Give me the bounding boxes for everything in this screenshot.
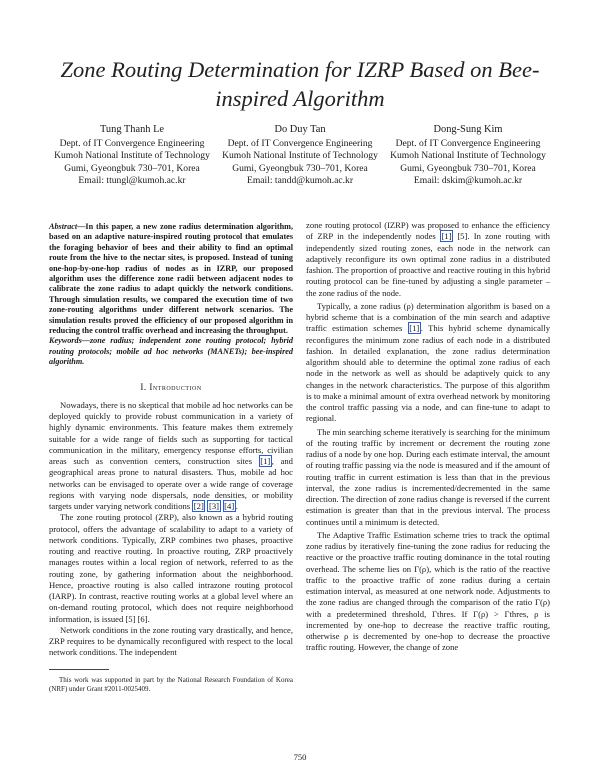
citation-link[interactable]: [1] bbox=[260, 456, 271, 467]
text-run: . This hybrid scheme dynamically reconfigures the minimum zone radius of each node in a distributed fashion. In detailed explanation, the zone radius determination algorithm should able to determine the optimal zone radius of each node in the network as well as should be adaptively quick to any changes in the network characteristics. The purpose of this algorithm is to make a minimal amount of extra overhead network by monitoring the control traffic passing via a node, and can fine-tune to adapt to regional. bbox=[306, 323, 550, 424]
right-paragraph-2 bbox=[306, 301, 550, 425]
footnote: This work was supported in part by the National Research Foundation of Korea (NRF) under Grant #2011-0025409. bbox=[49, 675, 293, 693]
author-address: Gumi, Gyeongbuk 730–701, Korea bbox=[400, 162, 536, 174]
keywords-lead: Keywords bbox=[49, 336, 82, 346]
intro-paragraph-2: The zone routing protocol (ZRP), also known as a hybrid routing protocol, offers the advantage of scalability to adapt to a variety of network conditions. Typically, ZRP combines two phases, proactive routing and reactive routing. In proactive routing, ZRP proactively manages routes within a local region of network, referred to as the routing zone, by gathering information about the neighborhood. Hence, proactive routing is also called intrazone routing protocol (IARP). In contrast, reactive routing works at a global level where an on-demand routing protocol, which does not require neighborhood information, is issued [5] [6]. bbox=[49, 512, 293, 624]
text-run: [5]. In zone routing with independently sized routing zones, each node in the network can adaptively reconfigure its own optimal zone radius in a distributed fashion. The proportion of proactive and reactive routing in this hybrid routing protocol can be fine-tuned by adjusting a single parameter – the zone radius of the node. bbox=[306, 231, 550, 298]
right-paragraph-1 bbox=[306, 220, 550, 299]
right-column bbox=[306, 220, 550, 656]
citation-link[interactable]: [4] bbox=[224, 501, 235, 512]
text-run: Nowadays, there is no skeptical that mobile ad hoc networks can be deployed quickly to provide robust communication in a variety of highly dynamic environments. This feature makes them extremely suitable for a wide range of fields such as supporting for tactical communication in the military, emergency response efforts, civilian areas such as convention centers, construction sites bbox=[49, 399, 293, 467]
abstract bbox=[49, 222, 293, 336]
intro-paragraph-1 bbox=[49, 400, 293, 513]
author-1 bbox=[48, 124, 216, 188]
text-run: Typically, a zone radius (ρ) determination algorithm is based on a hybrid scheme that is a combination of the min search and adaptive traffic estimation schemes bbox=[306, 300, 550, 334]
citation-link[interactable]: [2] bbox=[193, 501, 204, 512]
keywords bbox=[49, 336, 293, 367]
abstract-text: —In this paper, a new zone radius determination algorithm, based on an adaptive nature-inspired routing protocol that emulates the foraging behavior of bees and their ability to find an optimal route from the hive to the nectar sites, is proposed. Instead of tuning one-hop-by-one-hop radius of nodes as in IZRP, our proposed algorithm uses the difference zone radii between adjacent nodes to calibrate the zone radius to adapt quickly the network conditions. Through simulation results, we compared the execution time of two zone-routing algorithms under different network scenarios. The simulation results proved the efficiency of our proposed algorithm in reducing the control traffic overhead and increasing the throughput. bbox=[49, 222, 293, 336]
text-run: zone routing protocol (IZRP) was proposed to enhance the efficiency of ZRP in the independently nodes bbox=[306, 220, 550, 242]
citation-link[interactable]: [3] bbox=[208, 501, 219, 512]
text-run: . bbox=[235, 501, 238, 512]
author-email[interactable]: Email: tandd@kumoh.ac.kr bbox=[246, 175, 354, 187]
page-number: 750 bbox=[293, 752, 307, 762]
paper-title: Zone Routing Determination for IZRP Based on Bee-inspired Algorithm bbox=[60, 57, 540, 111]
author-address: Gumi, Gyeongbuk 730–701, Korea bbox=[232, 162, 368, 174]
author-2 bbox=[216, 124, 384, 188]
left-column bbox=[49, 222, 293, 694]
author-institute: Kumoh National Institute of Technology bbox=[54, 150, 210, 162]
abstract-lead: Abstract bbox=[49, 222, 78, 231]
author-email[interactable]: Email: ttungl@kumoh.ac.kr bbox=[78, 175, 186, 187]
intro-paragraph-3: Network conditions in the zone routing vary drastically, and hence, ZRP requires to be dynamically reconfigured with respect to the local network conditions. The independent bbox=[49, 624, 293, 658]
author-name: Tung Thanh Le bbox=[99, 124, 165, 135]
right-paragraph-4: The Adaptive Traffic Estimation scheme tries to track the optimal zone radius by iteratively fine-tuning the zone radius for reducing the reactive or the proactive traffic routing dominance in the total routing overhead. The scheme lies on Γ(ρ), which is the ratio of the reactive traffic to the proactive traffic of zone radius during a certain estimation interval, as measured at one network node. Adjustments to the zone radius are changed through the comparison of the ratio Γ(ρ) with a predetermined threshold, Γthres. If Γ(ρ) > Γthres, ρ is incremented by one-hop to decrease the reactive traffic routing, otherwise ρ is decremented by one-hop to decrease the proactive traffic routing. However, the change of zone bbox=[306, 529, 550, 653]
author-3 bbox=[384, 124, 552, 188]
author-name: Do Duy Tan bbox=[274, 124, 326, 135]
author-block bbox=[48, 124, 552, 188]
citation-link[interactable]: [1] bbox=[441, 231, 452, 242]
section-heading: I. Introduction bbox=[140, 381, 202, 392]
footnote-divider bbox=[49, 669, 109, 670]
keywords-text: —zone radius; independent zone routing protocol; hybrid routing protocols; mobile ad hoc networks (MANETs); bee-inspired algorithm. bbox=[49, 336, 293, 367]
author-address: Gumi, Gyeongbuk 730–701, Korea bbox=[64, 162, 200, 174]
author-dept: Dept. of IT Convergence Engineering bbox=[395, 137, 541, 149]
author-email[interactable]: Email: dskim@kumoh.ac.kr bbox=[413, 175, 523, 187]
citation-link[interactable]: [1] bbox=[409, 323, 420, 334]
text-run: , and geographical areas prone to natural disasters. Thus, mobile ad hoc networks can be envisaged to operate over a wide range of coverage regions with varying node dispersals, node densities, or mobility targets under varying network conditions bbox=[49, 456, 293, 512]
author-institute: Kumoh National Institute of Technology bbox=[222, 150, 378, 162]
author-institute: Kumoh National Institute of Technology bbox=[390, 150, 546, 162]
right-paragraph-3: The min searching scheme iteratively is searching for the minimum of the routing traffic by increment or decrement the routing zone radius of a node by one hop. During each estimate interval, the amount of routing traffic passing via the node is measured and if the amount of routing traffic in current estimation is less than that in the previous interval, the zone radius is incremented/decremented in the same direction. The direction of zone radius change is reversed if the current estimation is greater than that in the previous interval. The process continues until a minimum is detected. bbox=[306, 426, 550, 527]
author-name: Dong-Sung Kim bbox=[433, 124, 503, 135]
author-dept: Dept. of IT Convergence Engineering bbox=[59, 137, 205, 149]
author-dept: Dept. of IT Convergence Engineering bbox=[227, 137, 373, 149]
